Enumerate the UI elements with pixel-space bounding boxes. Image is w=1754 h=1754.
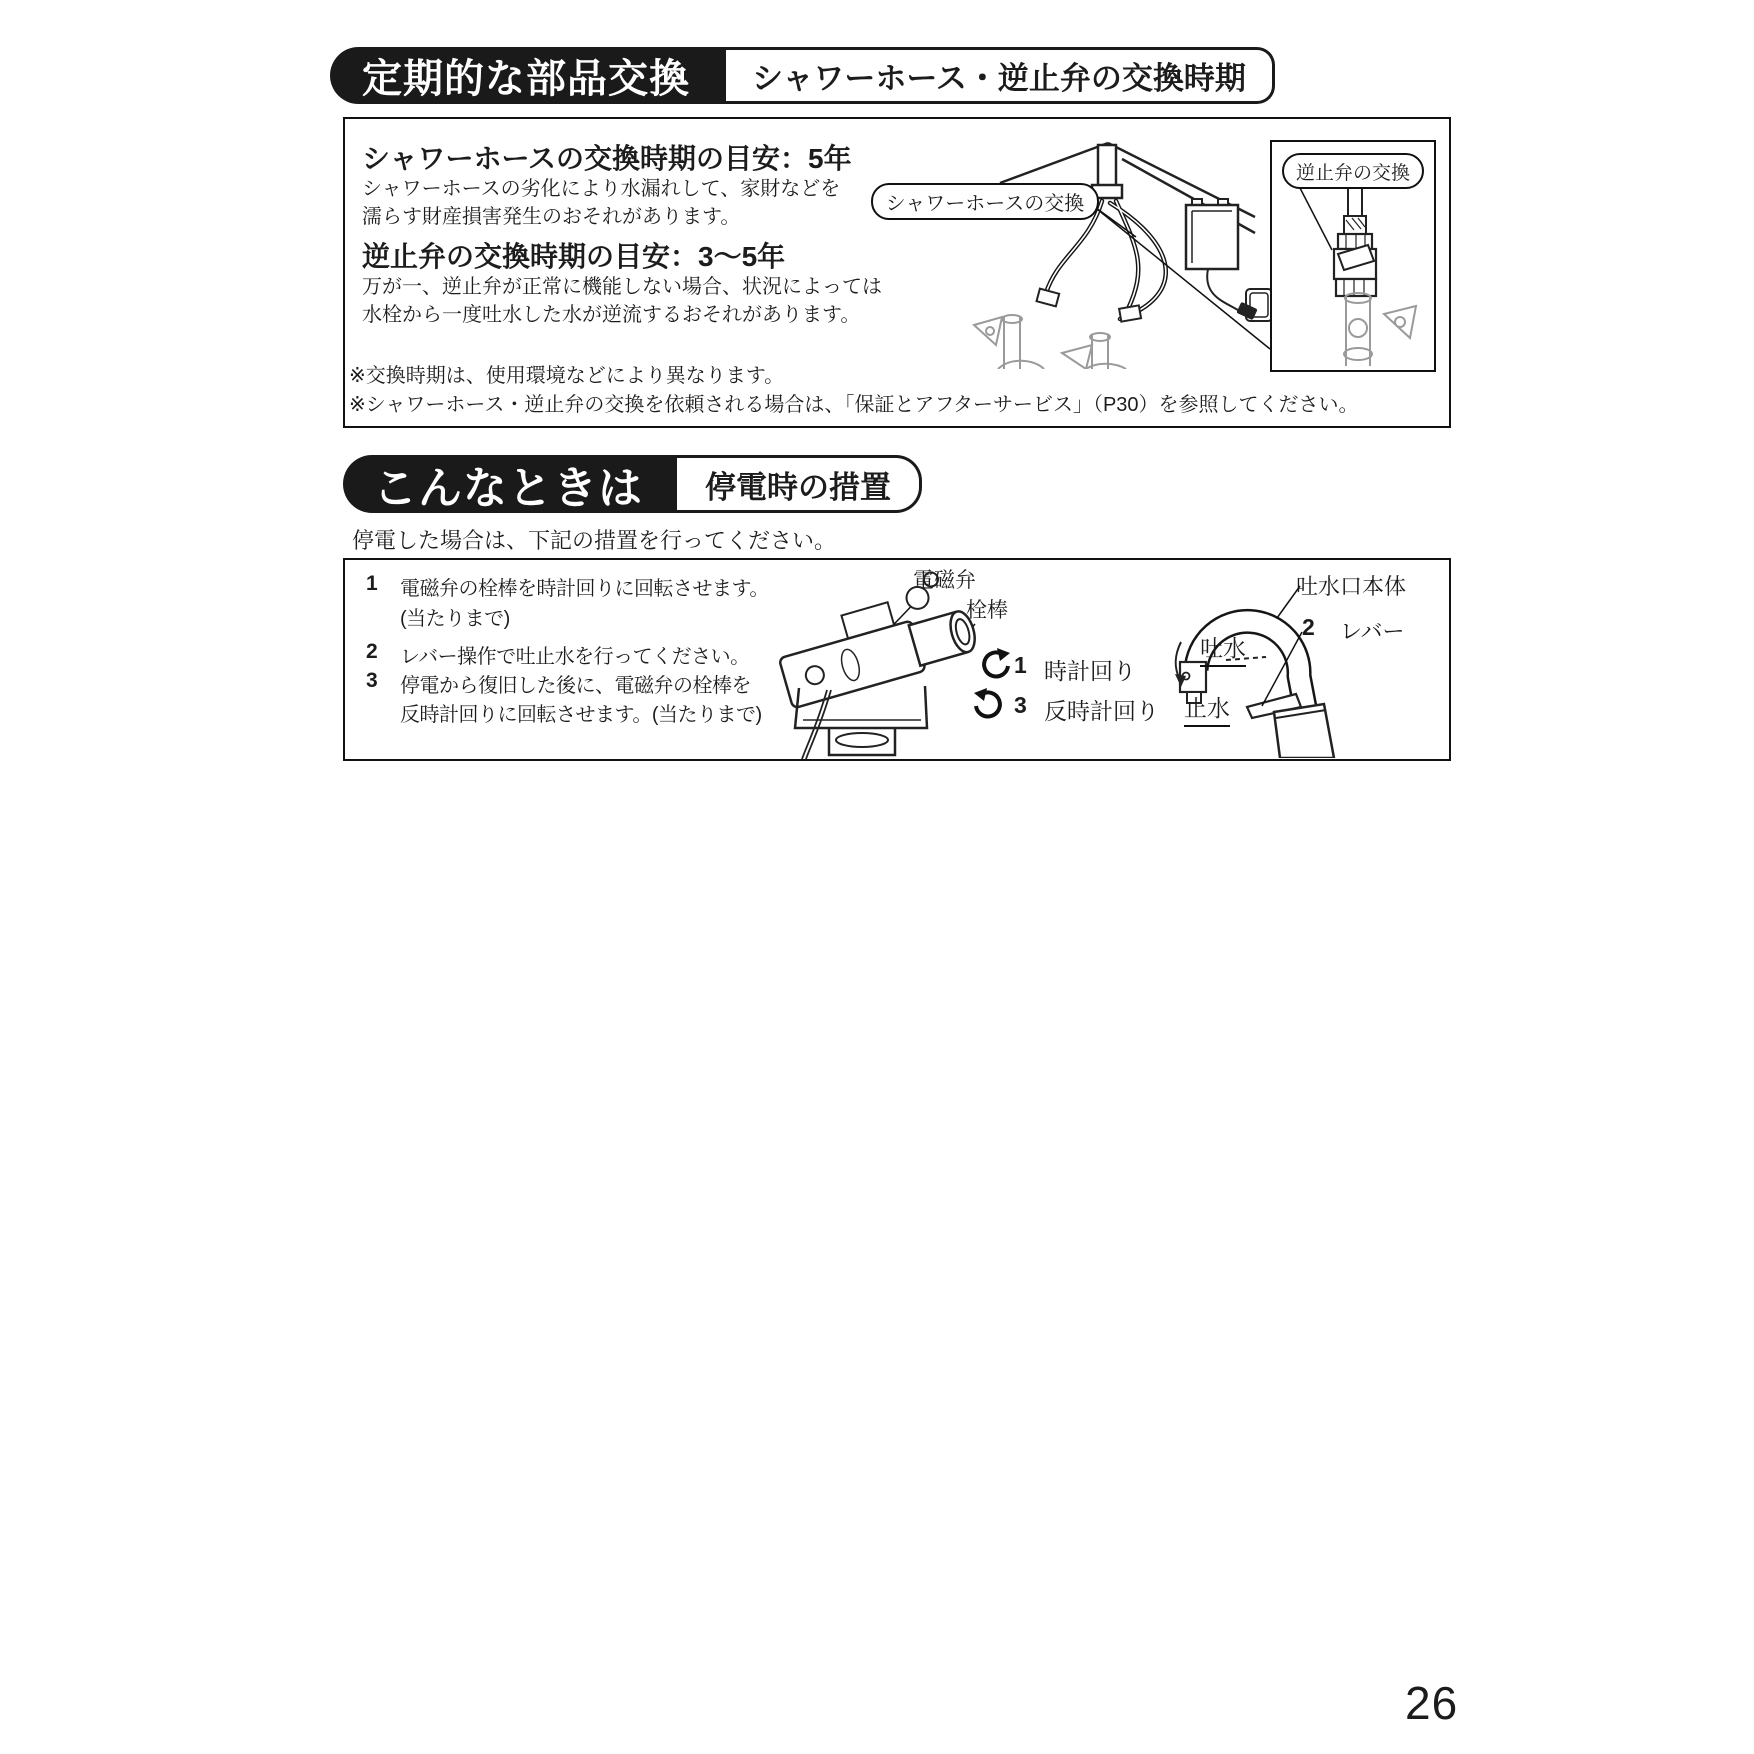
section1-header <box>330 47 1275 104</box>
check-valve-title: 逆止弁の交換時期の目安：3～5年 <box>362 241 786 272</box>
section2-header-subtitle: 停電時の措置 <box>677 455 922 513</box>
note-replacement-period: ※交換時期は、使用環境などにより異なります。 <box>349 365 785 387</box>
section2-header <box>343 455 922 513</box>
check-valve-replacement-callout: 逆止弁の交換 <box>1282 153 1424 189</box>
page-number: 26 <box>1405 1677 1459 1729</box>
clockwise-label: 時計回り <box>1044 658 1136 684</box>
lever-label: レバー <box>1340 619 1405 644</box>
shower-hose-body-line1: シャワーホースの劣化により水漏れして、家財などを <box>362 178 841 200</box>
lever-step-number: 2 <box>1302 614 1315 640</box>
section1-header-black-title: 定期的な部品交換 <box>330 47 726 104</box>
step1-number: 1 <box>366 572 378 595</box>
check-valve-body-line1: 万が一、逆止弁が正常に機能しない場合、状況によっては <box>362 276 882 298</box>
section2-header-black-title: こんなときは <box>343 455 677 513</box>
counterclockwise-label: 反時計回り <box>1044 698 1159 724</box>
water-off-label: 止水 <box>1184 690 1230 727</box>
under-sink-plumbing-diagram <box>940 121 1280 369</box>
counterclockwise-step-number: 3 <box>1014 692 1027 718</box>
section1-header-subtitle: シャワーホース・逆止弁の交換時期 <box>726 47 1275 104</box>
step1-text-line1: 電磁弁の栓棒を時計回りに回転させます。 <box>400 578 769 600</box>
shower-hose-title: シャワーホースの交換時期の目安：5年 <box>362 143 852 174</box>
power-outage-intro: 停電した場合は、下記の措置を行ってください。 <box>352 528 837 553</box>
clockwise-step-number: 1 <box>1014 652 1027 678</box>
step3-text-line1: 停電から復旧した後に、電磁弁の栓棒を <box>400 675 751 697</box>
shower-hose-replacement-callout: シャワーホースの交換 <box>871 183 1099 220</box>
solenoid-valve-label: 電磁弁 <box>913 569 976 592</box>
step2-text-line1: レバー操作で吐止水を行ってください。 <box>400 646 750 668</box>
step1-text-line2: (当たりまで) <box>400 608 510 630</box>
check-valve-body-line2: 水栓から一度吐水した水が逆流するおそれがあります。 <box>362 304 861 326</box>
step3-text-line2: 反時計回りに回転させます。(当たりまで) <box>400 704 762 726</box>
clockwise-arrow-icon <box>978 648 1010 684</box>
note-service-reference: ※シャワーホース・逆止弁の交換を依頼される場合は、「保証とアフターサービス」（P30）を参照してください。 <box>349 394 1359 416</box>
check-valve-inset-box <box>1270 140 1436 372</box>
parts-replacement-box <box>343 117 1451 428</box>
stem-label: 栓棒 <box>966 599 1008 622</box>
power-outage-box <box>343 558 1451 761</box>
shower-hose-body-line2: 濡らす財産損害発生のおそれがあります。 <box>362 206 741 228</box>
step2-number: 2 <box>366 640 378 663</box>
water-on-label: 吐水 <box>1200 630 1246 667</box>
step3-number: 3 <box>366 669 378 692</box>
counterclockwise-arrow-icon <box>974 688 1006 724</box>
spout-body-label: 吐水口本体 <box>1296 574 1407 599</box>
